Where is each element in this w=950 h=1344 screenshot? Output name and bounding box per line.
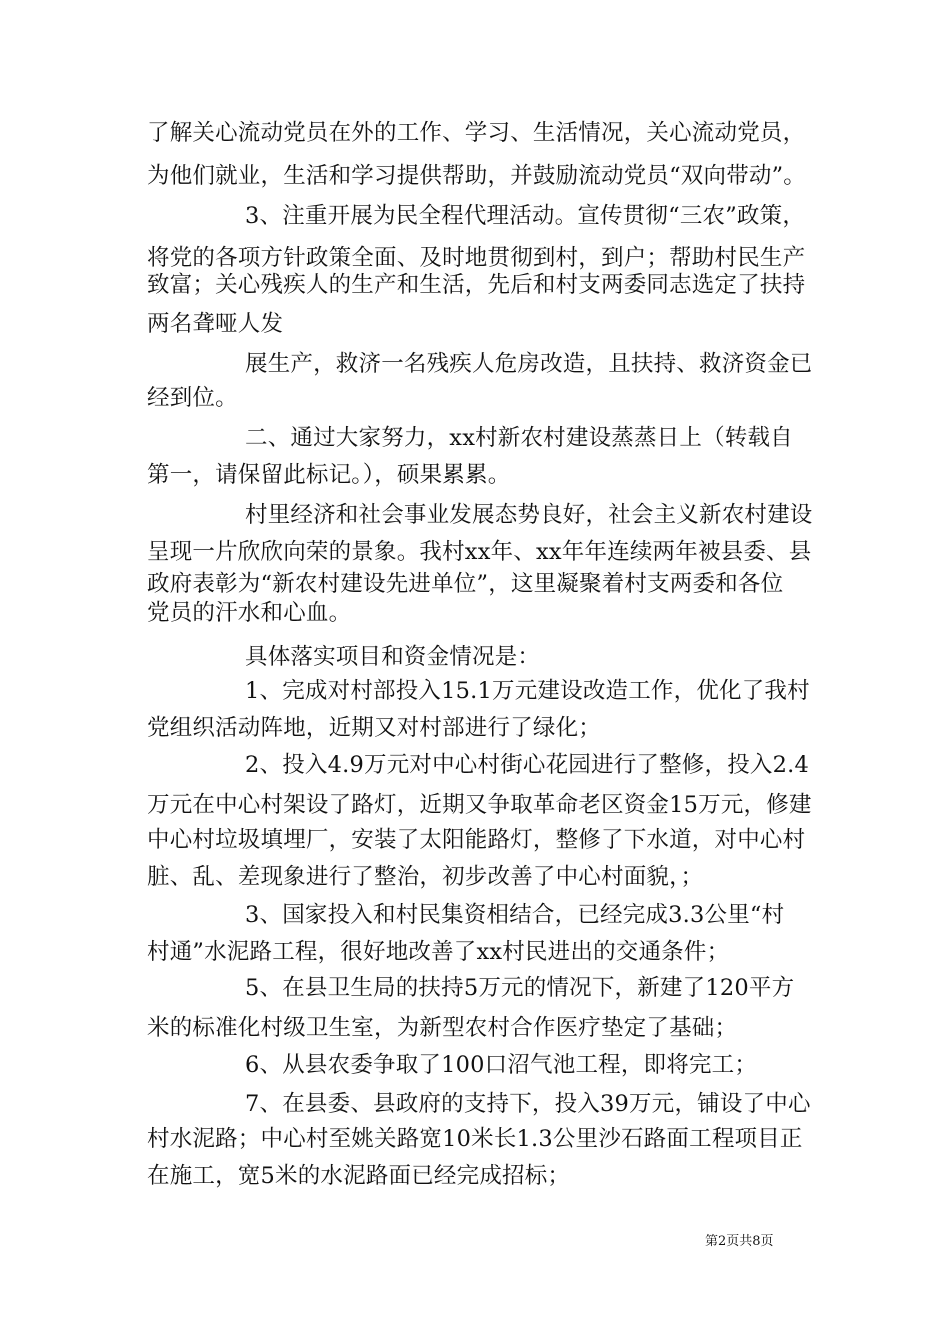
text-line: 3、国家投入和村民集资相结合，已经完成3.3公里“村: [245, 902, 785, 928]
text-line: 第一，请保留此标记。），硕果累累。: [147, 462, 511, 488]
text-line: 经到位。: [147, 385, 238, 411]
page-number: 第2页共8页: [705, 1234, 774, 1249]
text-line: 党组织活动阵地，近期又对村部进行了绿化；: [147, 715, 602, 741]
text-line: 展生产，救济一名残疾人危房改造，且扶持、救济资金已: [245, 351, 813, 377]
text-line: 5、在县卫生局的扶持5万元的情况下，新建了120平方: [245, 975, 795, 1001]
text-line: 呈现一片欣欣向荣的景象。我村xx年、xx年年连续两年被县委、县: [147, 539, 812, 565]
text-line: 村通”水泥路工程，很好地改善了xx村民进出的交通条件；: [147, 939, 730, 965]
text-line: 脏、乱、差现象进行了整治，初步改善了中心村面貌，；: [147, 864, 704, 890]
text-line: 6、从县农委争取了100口沼气池工程，即将完工；: [245, 1052, 758, 1078]
text-line: 二、通过大家努力，xx村新农村建设蒸蒸日上（转载自: [245, 425, 793, 451]
text-line: 2、投入4.9万元对中心村街心花园进行了整修，投入2.4: [245, 752, 809, 778]
text-line: 万元在中心村架设了路灯，近期又争取革命老区资金15万元，修建: [147, 792, 812, 818]
text-line: 两名聋哑人发: [147, 311, 284, 337]
text-line: 了解关心流动党员在外的工作、学习、生活情况，关心流动党员，: [147, 120, 806, 146]
text-line: 1、完成对村部投入15.1万元建设改造工作，优化了我村: [245, 678, 810, 704]
text-line: 政府表彰为“新农村建设先进单位”，这里凝聚着村支两委和各位: [147, 571, 784, 597]
text-line: 中心村垃圾填埋厂，安装了太阳能路灯，整修了下水道，对中心村: [147, 827, 806, 853]
text-line: 3、注重开展为民全程代理活动。宣传贯彻“三农”政策，: [245, 203, 806, 229]
text-line: 党员的汗水和心血。: [147, 600, 352, 626]
text-line: 米的标准化村级卫生室，为新型农村合作医疗垫定了基础；: [147, 1015, 738, 1041]
text-line: 将党的各项方针政策全面、及时地贯彻到村，到户；帮助村民生产: [147, 245, 806, 271]
text-line: 为他们就业，生活和学习提供帮助，并鼓励流动党员“双向带动”。: [147, 163, 807, 189]
text-line: 具体落实项目和资金情况是：: [245, 644, 541, 670]
text-line: 7、在县委、县政府的支持下，投入39万元，铺设了中心: [245, 1091, 811, 1117]
text-line: 村里经济和社会事业发展态势良好，社会主义新农村建设: [245, 502, 813, 528]
text-line: 村水泥路；中心村至姚关路宽10米长1.3公里沙石路面工程项目正: [147, 1126, 803, 1152]
text-line: 在施工，宽5米的水泥路面已经完成招标；: [147, 1163, 571, 1189]
text-line: 致富；关心残疾人的生产和生活，先后和村支两委同志选定了扶持: [147, 272, 806, 298]
